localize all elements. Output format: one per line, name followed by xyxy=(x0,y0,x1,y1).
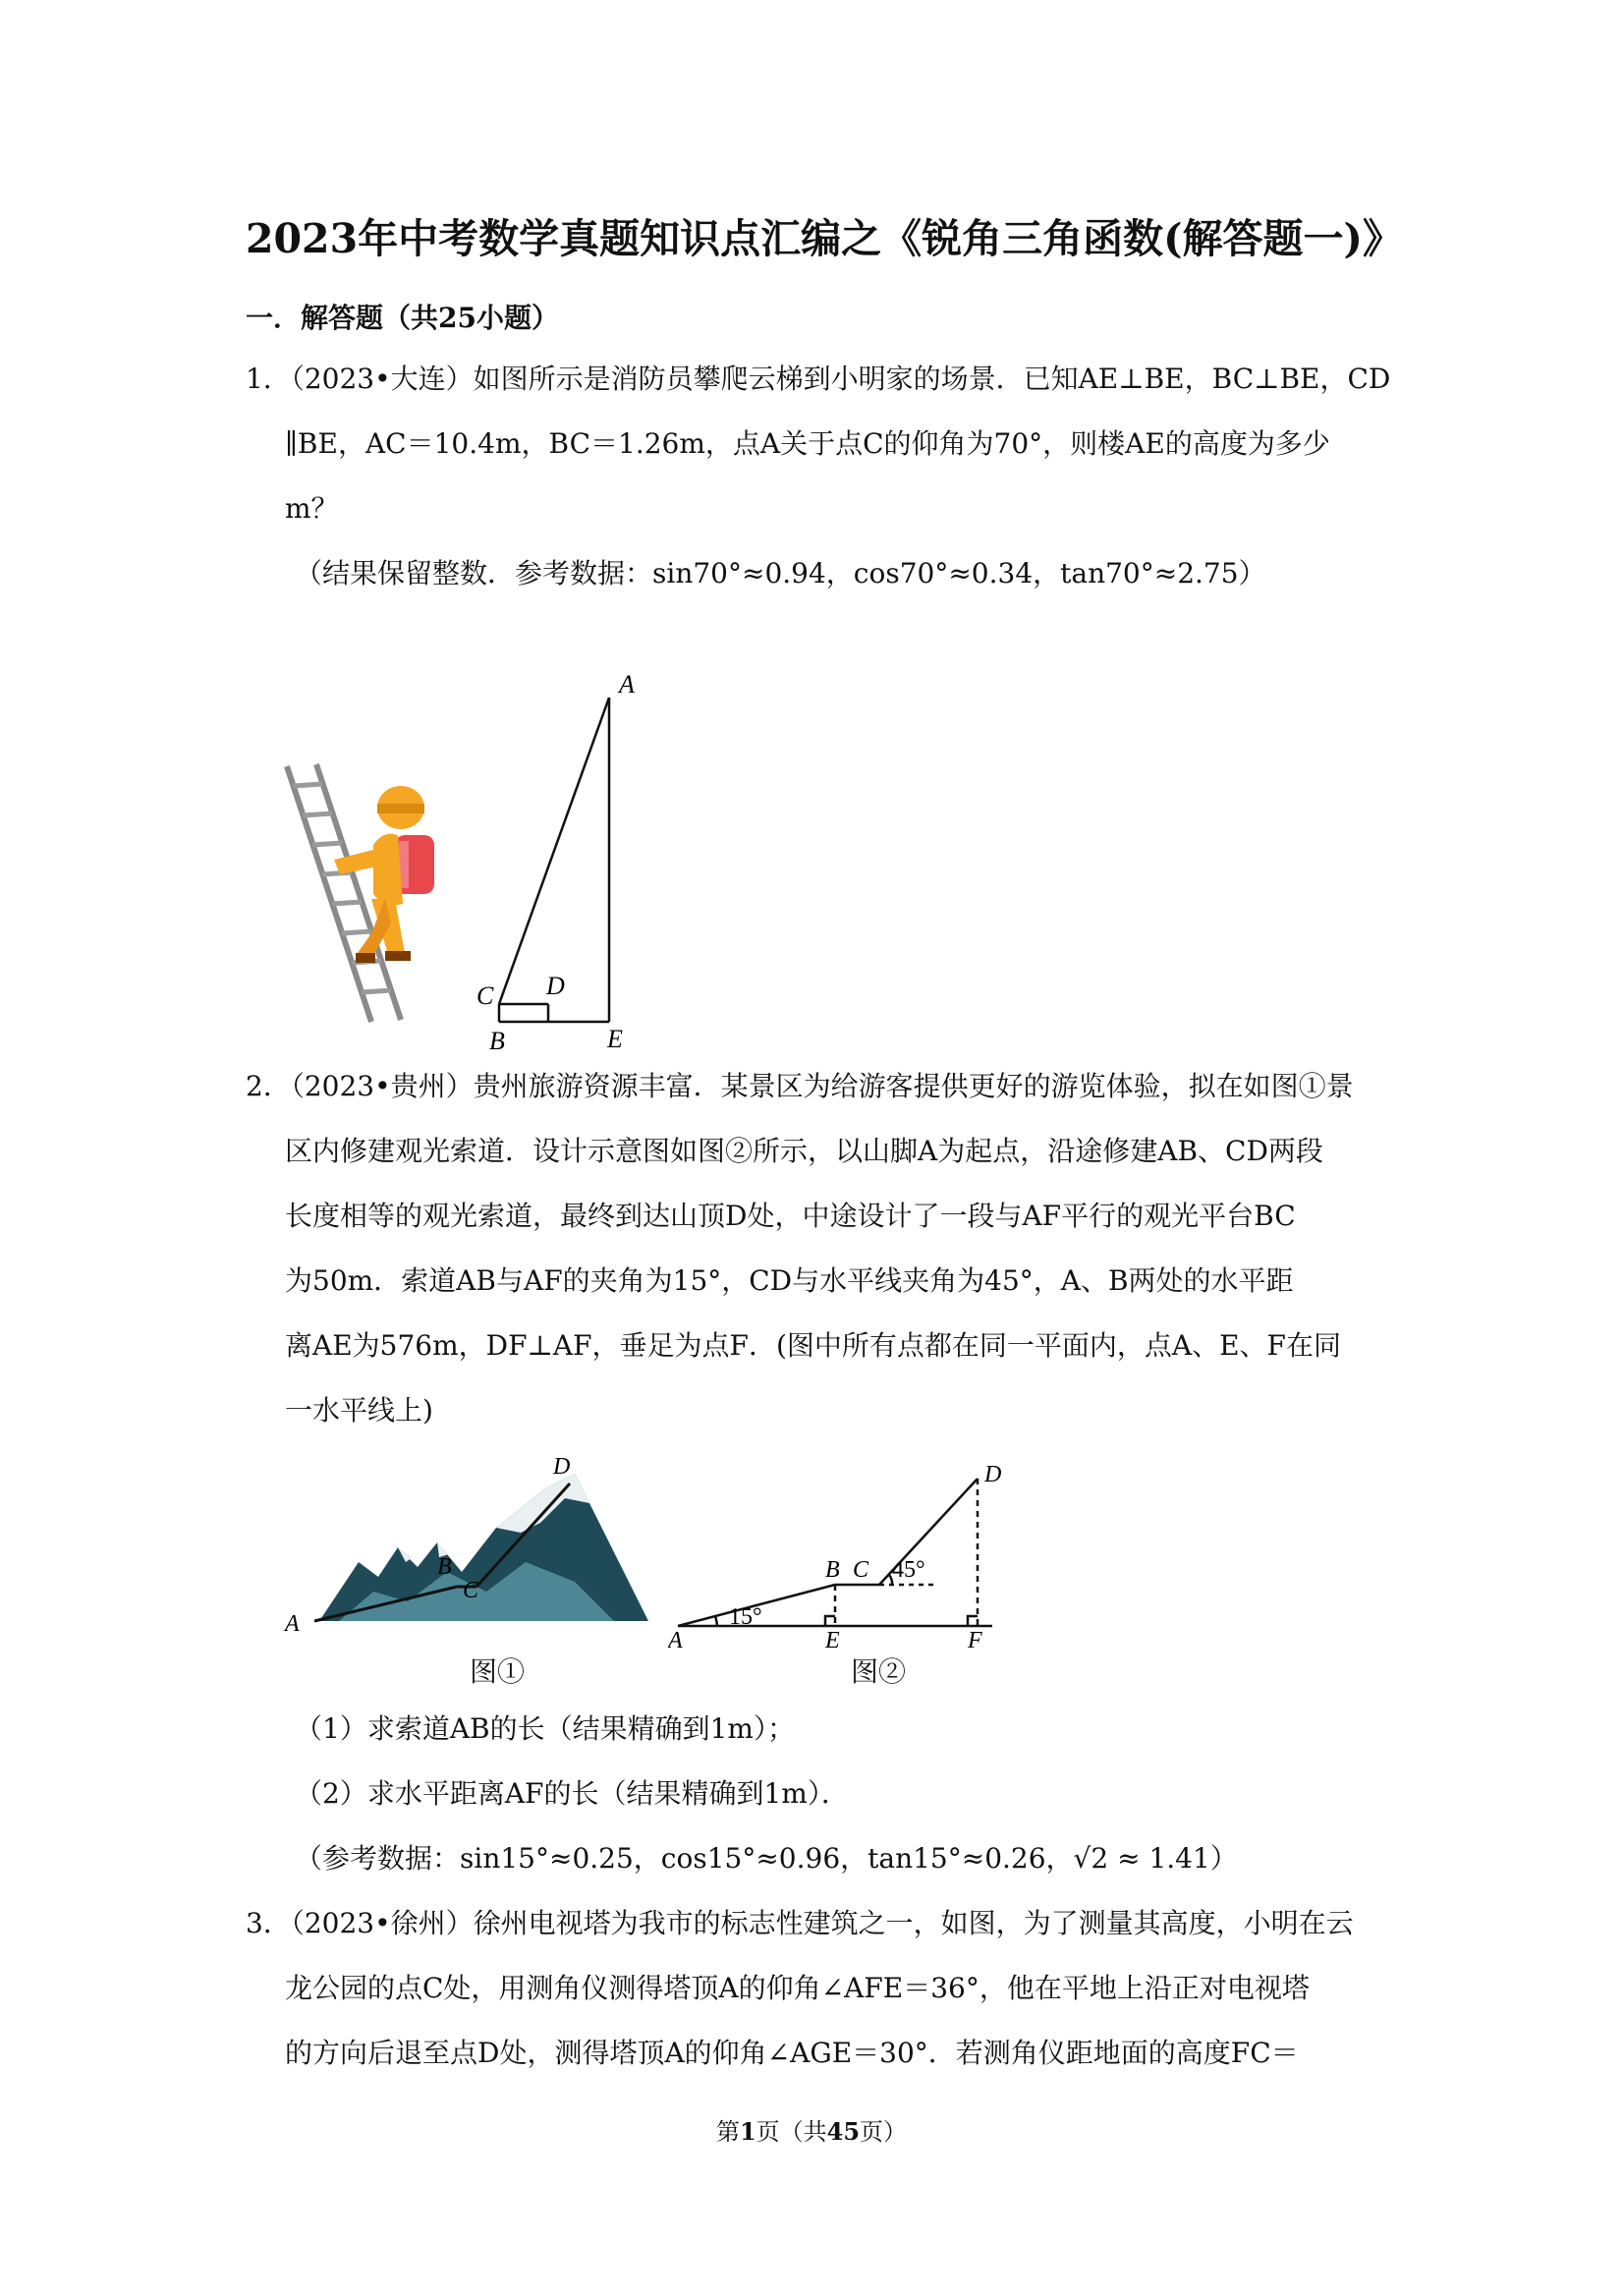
label-a: A xyxy=(668,1628,683,1651)
angle-15: 15° xyxy=(729,1604,762,1630)
section-heading: 一．解答题（共25小题） xyxy=(246,302,559,334)
label-a: A xyxy=(285,1611,300,1637)
label-d: D xyxy=(984,1462,1002,1487)
footer-total-pages: 45 xyxy=(826,2117,861,2146)
q2-line-6: 一水平线上) xyxy=(285,1394,433,1427)
q2-reference-data: （参考数据：sin15°≈0.25，cos15°≈0.96，tan15°≈0.26，√2 ≈ 1.41） xyxy=(295,1842,1238,1875)
q2-line-5: 离AE为576m，DF⊥AF，垂足为点F．(图中所有点都在同一平面内，点A、E、F在同 xyxy=(285,1329,1341,1362)
q2-line-4: 为50m．索道AB与AF的夹角为15°，CD与水平线夹角为45°，A、B两处的水平距 xyxy=(285,1264,1294,1297)
q2-figure-1 xyxy=(280,1444,663,1645)
page-footer xyxy=(0,2112,1623,2147)
label-d: D xyxy=(553,1454,571,1480)
q1-figure xyxy=(275,658,688,1065)
q2-line-3: 长度相等的观光索道，最终到达山顶D处，中途设计了一段与AF平行的观光平台BC xyxy=(285,1200,1296,1232)
label-e: E xyxy=(825,1628,840,1651)
angle-45: 45° xyxy=(892,1557,925,1583)
label-b: B xyxy=(489,1027,505,1055)
footer-mid: 页（共 xyxy=(756,2118,827,2146)
label-c: C xyxy=(463,1578,479,1603)
q2-line-1: 2．（2023•贵州）贵州旅游资源丰富．某景区为给游客提供更好的游览体验，拟在如图①景 xyxy=(246,1070,1354,1102)
label-a: A xyxy=(619,670,635,699)
q1-line-2: ∥BE，AC＝10.4m，BC＝1.26m，点A关于点C的仰角为70°，则楼AE的高度为多少 xyxy=(285,427,1330,460)
q1-diagram xyxy=(275,658,688,1061)
label-d: D xyxy=(546,972,565,1000)
label-b: B xyxy=(825,1557,840,1583)
q1-line-4: （结果保留整数．参考数据：sin70°≈0.94，cos70°≈0.34，tan70°≈2.75） xyxy=(295,557,1266,589)
mountain-illustration xyxy=(280,1444,663,1641)
cableway-diagram xyxy=(668,1444,1012,1651)
page-title: 2023年中考数学真题知识点汇编之《锐角三角函数(解答题一)》 xyxy=(246,215,1403,262)
q3-line-1: 3．（2023•徐州）徐州电视塔为我市的标志性建筑之一，如图，为了测量其高度，小明在云 xyxy=(246,1907,1354,1939)
label-c: C xyxy=(476,981,494,1010)
footer-prefix: 第 xyxy=(715,2118,740,2146)
figure-1-caption: 图① xyxy=(470,1655,526,1688)
q2-figure-2 xyxy=(668,1444,1012,1654)
q2-sub-2: （2）求水平距离AF的长（结果精确到1m）． xyxy=(295,1777,849,1810)
q2-sub-1: （1）求索道AB的长（结果精确到1m）； xyxy=(295,1712,795,1745)
q2-line-2: 区内修建观光索道．设计示意图如图②所示，以山脚A为起点，沿途修建AB、CD两段 xyxy=(285,1135,1323,1167)
q1-line-1: 1．（2023•大连）如图所示是消防员攀爬云梯到小明家的场景．已知AE⊥BE，BC⊥BE，CD xyxy=(246,363,1391,395)
label-b: B xyxy=(437,1554,452,1580)
footer-page-number: 1 xyxy=(739,2117,756,2146)
figure-2-caption: 图② xyxy=(851,1655,907,1688)
q3-line-2: 龙公园的点C处，用测角仪测得塔顶A的仰角∠AFE＝36°，他在平地上沿正对电视塔 xyxy=(285,1972,1310,2004)
label-f: F xyxy=(968,1628,982,1651)
q1-line-3: m？ xyxy=(285,492,339,525)
q3-line-3: 的方向后退至点D处，测得塔顶A的仰角∠AGE＝30°．若测角仪距地面的高度FC＝ xyxy=(285,2037,1299,2069)
footer-suffix: 页） xyxy=(860,2118,908,2146)
label-c: C xyxy=(853,1557,869,1583)
label-e: E xyxy=(607,1025,623,1053)
